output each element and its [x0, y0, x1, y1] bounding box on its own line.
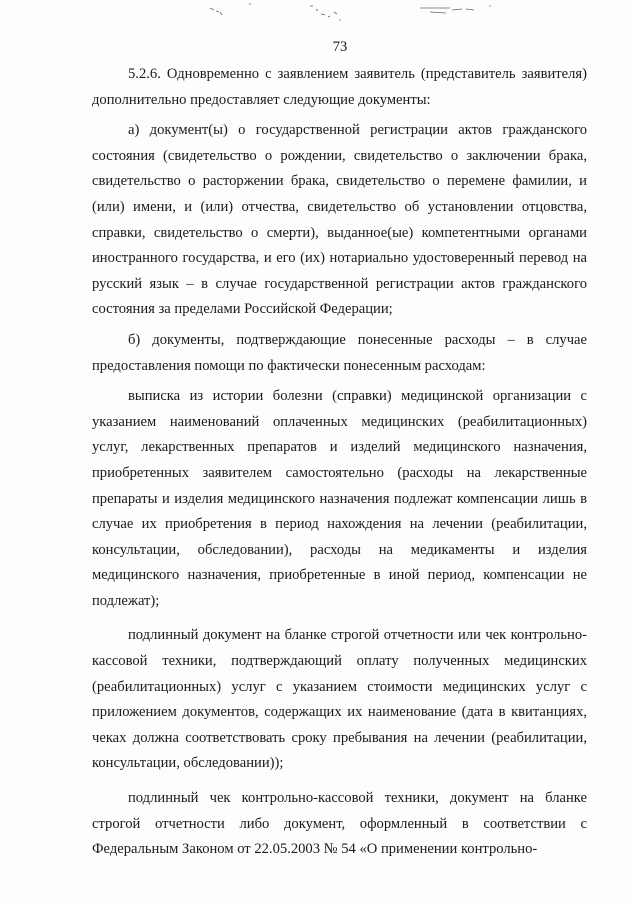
paragraph-item-b: б) документы, подтверждающие понесенные расходы – в случае предоставления помощи по фактически понесенным расходам: — [92, 331, 587, 374]
paragraph-item-a: а) документ(ы) о государственной регистрации актов гражданского состояния (свидетельство о рождении, свидетельство о заключении брака, свидетельство о расторжении брака, свидетельство о перемене фамилии, и (или) имени, и (или) отчества, свидетельство об установлении отцовства, справки, свидетельство о смерти), выданное(ые) компетентными органами иностранного государства, и его (их) нотариально удостоверенный перевод на русский язык – в случае государственной регистрации актов гражданского состояния за пределами Российской Федерации; — [92, 122, 587, 318]
paragraph-original-receipt: подлинный чек контрольно-кассовой техники, документ на бланке строгой отчетности либо документ, оформленный в соответствии с Федеральным Законом от 22.05.2003 № 54 «О применении контрольно- — [92, 790, 587, 858]
paragraph-original-document: подлинный документ на бланке строгой отчетности или чек контрольно-кассовой техники, подтверждающий оплату полученных медицинских (реабилитационных) услуг с указанием стоимости медицинских услуг с приложением документов, содержащих их наименование (дата в квитанциях, чеках должна соответствовать сроку пребывания на лечении (реабилитации, консультации, обследовании)); — [92, 627, 587, 772]
paragraph-5-2-6: 5.2.6. Одновременно с заявлением заявитель (представитель заявителя) дополнительно предоставляет следующие документы: — [92, 66, 587, 108]
document-body — [92, 62, 587, 863]
scan-artifact-marks — [190, 0, 520, 28]
paragraph-medical-extract: выписка из истории болезни (справки) медицинской организации с указанием наименований оплаченных медицинских (реабилитационных) услуг, лекарственных препаратов и изделий медицинского назначения, приобретенных заявителем самостоятельно (расходы на лекарственные препараты и изделия медицинского назначения подлежат компенсации лишь в случае их приобретения в период нахождения на лечении (реабилитации, консультации, обследовании), расходы на медикаменты и изделия медицинского назначения, приобретенные в иной период, компенсации не подлежат); — [92, 388, 587, 609]
page-number: 73 — [332, 39, 348, 55]
